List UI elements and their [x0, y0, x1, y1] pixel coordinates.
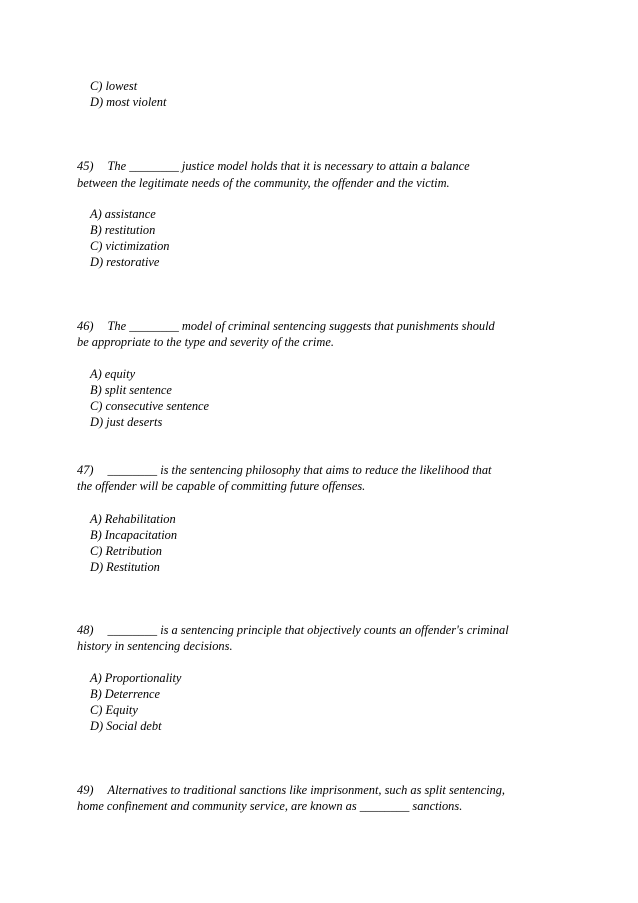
question-number: 45) [77, 159, 94, 173]
question-48-line-2: history in sentencing decisions. [77, 639, 233, 653]
question-text: The ________ model of criminal sentencing suggests that punishments should [107, 319, 495, 333]
question-47-line-2: the offender will be capable of committing future offenses. [77, 479, 366, 493]
question-46-option-c: C) consecutive sentence [90, 399, 210, 413]
question-48-option-a: A) Proportionality [90, 671, 182, 685]
question-text: ________ is a sentencing principle that objectively counts an offender's criminal [107, 623, 509, 637]
question-46-line-1 [77, 318, 495, 334]
question-number: 49) [77, 783, 94, 797]
question-46-option-b: B) split sentence [90, 383, 172, 397]
question-text: ________ is the sentencing philosophy that aims to reduce the likelihood that [107, 463, 492, 477]
question-49-line-2: home confinement and community service, are known as ________ sanctions. [77, 799, 463, 813]
question-number: 47) [77, 463, 94, 477]
question-45-option-a: A) assistance [90, 207, 156, 221]
question-48-option-d: D) Social debt [90, 719, 162, 733]
question-49-line-1 [77, 782, 505, 798]
question-number: 46) [77, 319, 94, 333]
question-47-option-a: A) Rehabilitation [90, 512, 176, 526]
question-46-option-d: D) just deserts [90, 415, 163, 429]
question-48-option-c: C) Equity [90, 703, 138, 717]
question-47-option-c: C) Retribution [90, 544, 162, 558]
question-45-option-c: C) victimization [90, 239, 170, 253]
question-47-option-b: B) Incapacitation [90, 528, 178, 542]
question-text: The ________ justice model holds that it is necessary to attain a balance [107, 159, 470, 173]
option-c-prev: C) lowest [90, 79, 138, 93]
question-text: Alternatives to traditional sanctions like imprisonment, such as split sentencing, [107, 783, 506, 797]
question-45-option-d: D) restorative [90, 255, 160, 269]
question-48-option-b: B) Deterrence [90, 687, 161, 701]
question-45-line-1 [77, 158, 470, 174]
question-45-line-2: between the legitimate needs of the community, the offender and the victim. [77, 176, 450, 190]
question-47-line-1 [77, 462, 491, 478]
question-46-line-2: be appropriate to the type and severity of the crime. [77, 335, 334, 349]
option-d-prev: D) most violent [90, 95, 167, 109]
question-48-line-1 [77, 622, 509, 638]
question-46-option-a: A) equity [90, 367, 136, 381]
question-number: 48) [77, 623, 94, 637]
question-45-option-b: B) restitution [90, 223, 156, 237]
question-47-option-d: D) Restitution [90, 560, 160, 574]
